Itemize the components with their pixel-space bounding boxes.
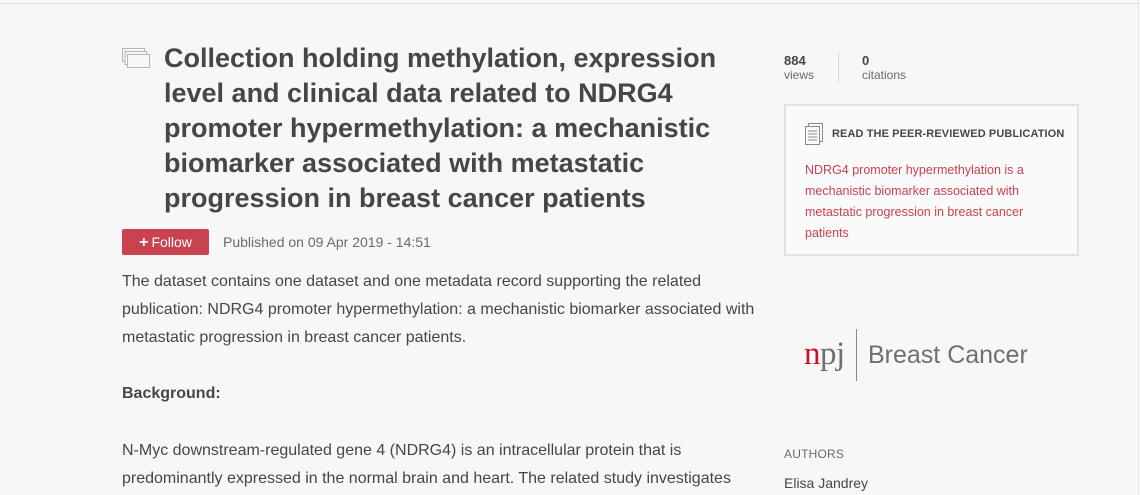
collection-icon — [122, 48, 150, 68]
scrollbar-track[interactable] — [1138, 0, 1139, 495]
author-link[interactable]: Elisa Jandrey — [784, 475, 869, 491]
follow-label: Follow — [151, 234, 192, 250]
background-text: N-Myc downstream-regulated gene 4 (NDRG4) is an intracellular protein that is predominantly expressed in the normal brain and heart. The related study investigates — [122, 442, 731, 487]
description: The dataset contains one dataset and one metadata record supporting the related publication: NDRG4 promoter hypermethylation: a mechanistic biomarker associated with metastatic progression in breast cancer patients. — [122, 273, 755, 346]
peer-reviewed-heading: READ THE PEER-REVIEWED PUBLICATION — [832, 128, 1065, 140]
authors-label: AUTHORS — [784, 447, 845, 461]
npj-logo-mark: npj — [804, 336, 845, 372]
top-divider — [0, 3, 1140, 4]
page-title: Collection holding methylation, expression level and clinical data related to NDRG4 promoter hypermethylation: a mechanistic biomarker associated with metastatic progression in breast cancer patients — [164, 43, 717, 213]
views-label: views — [784, 68, 815, 82]
follow-button[interactable] — [122, 229, 209, 255]
journal-name: Breast Cancer — [868, 341, 1028, 369]
logo-separator — [856, 329, 857, 381]
views-count: 884 — [784, 53, 806, 68]
stats-divider — [838, 52, 839, 82]
peer-reviewed-publication-box — [784, 104, 1079, 256]
document-icon — [805, 123, 823, 145]
background-heading: Background: — [122, 385, 221, 402]
publication-link[interactable]: NDRG4 promoter hypermethylation is a mechanistic biomarker associated with metastatic progression in breast cancer patients — [805, 163, 1024, 240]
published-date: Published on 09 Apr 2019 - 14:51 — [223, 234, 431, 250]
citations-count: 0 — [862, 53, 870, 68]
plus-icon: + — [139, 234, 149, 251]
citations-label: citations — [862, 68, 907, 82]
journal-logo[interactable] — [804, 327, 1044, 383]
